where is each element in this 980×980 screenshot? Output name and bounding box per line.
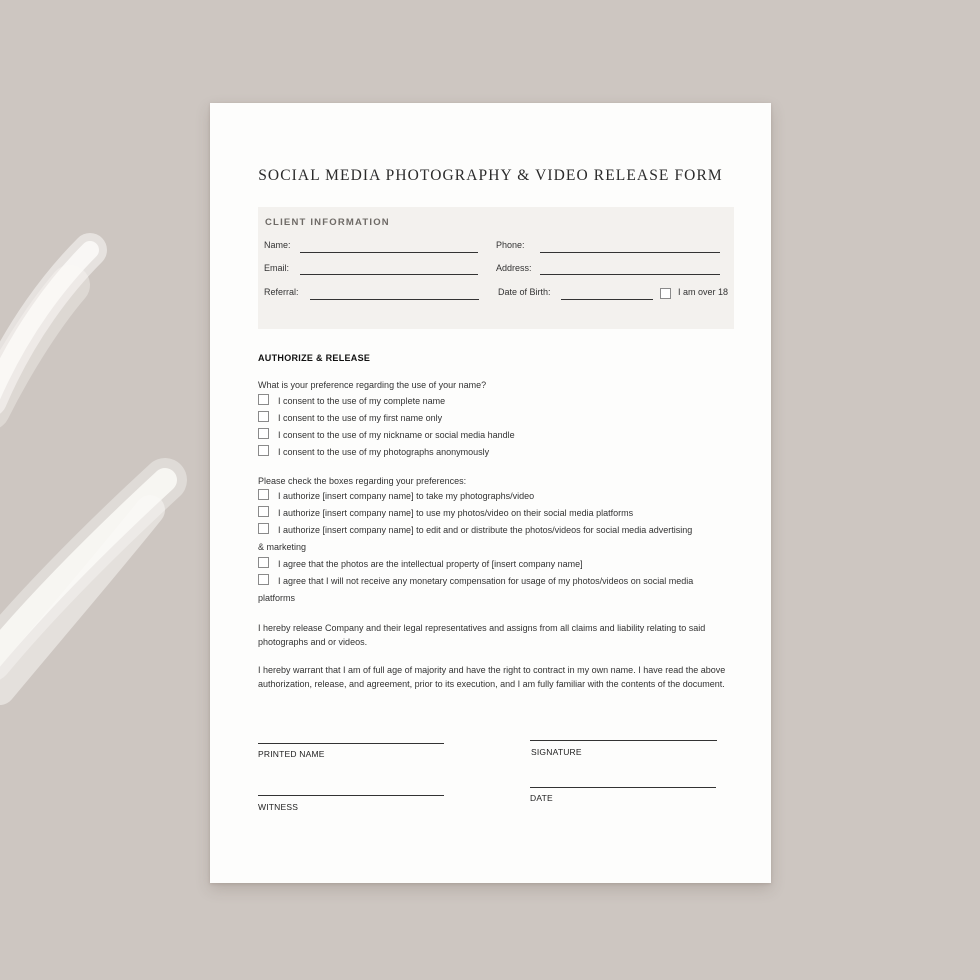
preferences-question: Please check the boxes regarding your preferences: <box>258 476 467 486</box>
preference-option-label: I agree that the photos are the intellectual property of [insert company name] <box>278 559 583 569</box>
form-title: SOCIAL MEDIA PHOTOGRAPHY & VIDEO RELEASE FORM <box>258 167 723 184</box>
phone-label: Phone: <box>496 240 525 250</box>
authorize-release-heading: AUTHORIZE & RELEASE <box>258 353 371 363</box>
preference-option-label: I authorize [insert company name] to use my photos/video on their social media platforms <box>278 508 634 518</box>
name-option-label: I consent to the use of my complete name <box>278 396 446 406</box>
name-option-checkbox[interactable] <box>258 428 269 439</box>
preference-option-checkbox[interactable] <box>258 506 269 517</box>
name-option-label: I consent to the use of my first name only <box>278 413 443 423</box>
date-of-birth-label: Date of Birth: <box>498 287 551 297</box>
pampas-plume-lower <box>0 480 165 690</box>
date-line[interactable] <box>530 787 716 788</box>
preference-option-label: I agree that I will not receive any monetary compensation for usage of my photos/videos on social media <box>278 576 694 586</box>
client-information-heading: CLIENT INFORMATION <box>265 217 390 228</box>
witness-label: WITNESS <box>258 802 299 812</box>
printed-name-line[interactable] <box>258 743 444 744</box>
name-option-checkbox[interactable] <box>258 394 269 405</box>
name-field[interactable] <box>300 252 478 253</box>
referral-label: Referral: <box>264 287 299 297</box>
email-field[interactable] <box>300 274 478 275</box>
preference-option-checkbox[interactable] <box>258 557 269 568</box>
name-label: Name: <box>264 240 291 250</box>
preference-option-checkbox[interactable] <box>258 489 269 500</box>
address-field[interactable] <box>540 274 720 275</box>
preference-option-checkbox[interactable] <box>258 523 269 534</box>
email-label: Email: <box>264 263 290 273</box>
release-form-page <box>210 103 771 883</box>
over-18-checkbox[interactable] <box>660 288 671 299</box>
witness-line[interactable] <box>258 795 444 796</box>
address-label: Address: <box>496 263 532 273</box>
warrant-paragraph: I hereby warrant that I am of full age of majority and have the right to contract in my own name. I have read the above authorization, release, and agreement, prior to its execution, and I am fully familiar with the contents of the document. <box>258 665 726 689</box>
preference-option-label: I authorize [insert company name] to edit and or distribute the photos/videos for social media advertising <box>278 525 693 535</box>
preference-option-continuation: & marketing <box>258 542 307 552</box>
pampas-plume-upper <box>0 250 90 410</box>
name-option-checkbox[interactable] <box>258 445 269 456</box>
name-preference-question: What is your preference regarding the use of your name? <box>258 380 487 390</box>
signature-label: SIGNATURE <box>531 747 582 757</box>
preference-option-continuation: platforms <box>258 593 296 603</box>
signature-line[interactable] <box>530 740 717 741</box>
preference-option-label: I authorize [insert company name] to take my photographs/video <box>278 491 535 501</box>
printed-name-label: PRINTED NAME <box>258 749 325 759</box>
date-label: DATE <box>530 793 553 803</box>
name-option-label: I consent to the use of my nickname or social media handle <box>278 430 515 440</box>
phone-field[interactable] <box>540 252 720 253</box>
release-paragraph: I hereby release Company and their legal representatives and assigns from all claims and liability relating to said photographs and or videos. <box>258 623 706 647</box>
referral-field[interactable] <box>310 299 479 300</box>
preference-option-checkbox[interactable] <box>258 574 269 585</box>
name-option-label: I consent to the use of my photographs anonymously <box>278 447 490 457</box>
over-18-label: I am over 18 <box>678 287 729 297</box>
name-option-checkbox[interactable] <box>258 411 269 422</box>
date-of-birth-field[interactable] <box>561 299 653 300</box>
